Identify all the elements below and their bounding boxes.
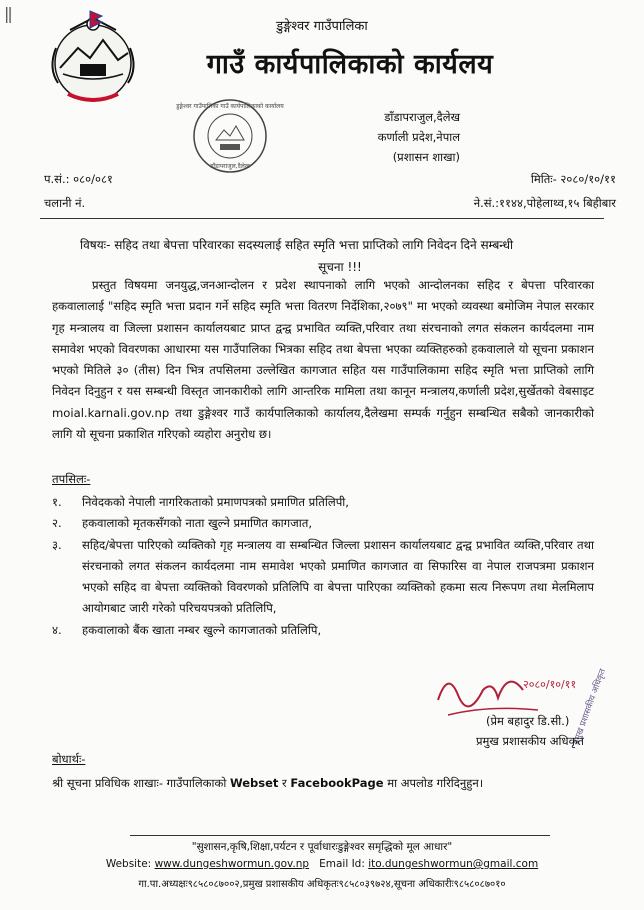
address-line-2: कर्णाली प्रदेश,नेपाल	[377, 130, 460, 144]
bodhartha-line: श्री सूचना प्रविधिक शाखाः- गाउँपालिकाको Webset र FacebookPage मा अपलोड गरिदिनुहुन।	[52, 776, 484, 790]
signature-date: २०८०/१०/११	[523, 678, 577, 691]
nepal-sambat-line: ने.सं.:११४४,पोहेलाथ्व,१५ बिहीबार	[473, 196, 616, 210]
footer-slogan: "सुशासन,कृषि,शिक्षा,पर्यटन र पूर्वाधारःडुङ्गेश्वर समृद्धिको मूल आधार"	[191, 841, 453, 853]
subject	[80, 234, 600, 278]
officer-title: प्रमुख प्रशासकीय अधिकृत	[476, 734, 584, 748]
date-line: मितिः- २०८०/१०/११	[530, 172, 616, 186]
subject-line-2: सूचना !!!	[318, 260, 362, 274]
chalani-number: चलानी नं.	[44, 196, 86, 210]
bodhartha-label: बोधार्थः-	[52, 752, 86, 766]
address-line-1: डाँडापराजुल,दैलेख	[384, 110, 460, 124]
list-item: २. हकवालाको मृतकसँगको नाता खुल्ने प्रमाणित कागजात,	[52, 516, 313, 531]
header-divider	[40, 218, 604, 219]
reference-ps: प.सं.: ०८०/०८१	[44, 172, 113, 186]
tapsil-heading: तपसिलः-	[52, 472, 91, 486]
corner-mark: ||	[4, 4, 11, 23]
list-item: ४. हकवालाको बैंक खाता नम्बर खुल्ने कागजातको प्रतिलिपि,	[52, 622, 322, 637]
notice-paragraph	[52, 275, 594, 445]
footer-phone-numbers: गा.पा.अध्यक्षः९८५८०८७००२,प्रमुख प्रशासकीय अधिकृतः९८५८०३९७२४,सूचना अधिकारीः९८५८०८७०१०	[138, 879, 506, 890]
rotated-stamp-text: प्रमुख प्रशासकीय अधिकृत	[571, 667, 609, 747]
section-name: (प्रशासन शाखा)	[392, 150, 460, 164]
list-item: १. निवेदकको नेपाली नागरिकताको प्रमाणपत्रको प्रमाणित प्रतिलिपी,	[52, 495, 349, 509]
office-title: गाउँ कार्यपालिकाको कार्यलय	[206, 49, 494, 80]
email-link[interactable]: ito.dungeshwormun@gmail.com	[368, 858, 539, 870]
footer-contacts-web: Website: www.dungeshwormun.gov.np Email Id: ito.dungeshwormun@gmail.com	[105, 858, 539, 870]
officer-name: (प्रेम बहादुर डि.सी.)	[486, 714, 570, 728]
municipality-name: डुङ्गेश्वर गाउँपालिका	[276, 19, 368, 34]
document-list	[52, 492, 594, 641]
list-item: ३. सहिद/बेपत्ता पारिएको व्यक्तिको गृह मन्त्रालय वा सम्बन्धित जिल्ला प्रशासन कार्यालयबाट द्वन्द्व प्रभावित व्यक्ति,परिवार तथा संरचनाको लगत संकलन कार्यदलमा नाम समावेश भएको प्रमाणित कागजात वा सिफारिस वा नेपाल राजपत्रमा प्रकाशन भएको सहिद वा बेपत्ता व्यक्तिको विवरणको प्रतिलिपि वा बेपत्ता पारिएका व्यक्तिको हकमा सत्य निरूपण तथा मेलमिलाप आयोगबाट जारी गरेको परिचयपत्रको प्रतिलिपि,	[52, 537, 594, 616]
office-seal	[176, 96, 284, 176]
notice-paragraph-text: प्रस्तुत विषयमा जनयुद्ध,जनआन्दोलन र प्रदेश स्थापनाको लागि भएको आन्दोलनका सहिद र बेपत्ता परिवारका हकवालालाई "सहिद स्मृति भत्ता प्रदान गर्ने सहिद स्मृति भत्ता वितरण निर्देशिका,२०७९" मा भएको व्यवस्था बमोजिम नेपाल सरकार गृह मन्त्रालय वा जिल्ला प्रशासन कार्यालयबाट प्राप्त द्वन्द्व प्रभावित व्यक्ति,परिवार तथा संरचनाको लगत संकलन कार्यदलमा नाम समावेश भएको विवरणका आधारमा यस गाउँपालिका भित्रका सहिद तथा बेपत्ता भएका व्यक्तिहरुको हकवालाले यो सूचना प्रकाशन भएको मितिले ३० (तीस) दिन भित्र तपसिलमा उल्लेखित कागजात सहित यस गाउँपालिकामा सहिद स्मृति भत्ता प्राप्तिको लागि निवेदन दिनुहुन र यस सम्बन्धी विस्तृत जानकारीको लागि आन्तरिक मामिला तथा कानून मन्त्रालय,कर्णाली प्रदेश,सुर्खेतको वेबसाइट moial.karnali.gov.np तथा डुङ्गेश्वर गाउँ कार्यपालिकाको कार्यालय,दैलेखमा सम्पर्क गर्नुहुन सम्बन्धित सबैको जानकारीको लागि यो सूचना प्रकाशित गरिएको व्यहोरा अनुरोध छ।	[52, 278, 594, 442]
website-link[interactable]: www.dungeshwormun.gov.np	[154, 858, 310, 870]
subject-line-1: विषयः- सहिद तथा बेपत्ता परिवारका सदस्यलाई सहित स्मृति भत्ता प्राप्तिको लागि निवेदन दिने सम्बन्धी	[80, 238, 514, 252]
seal-ring-text: डुङ्गेश्वर गाउँपालिका गाउँ कार्यपालिकाको कार्यालय	[176, 103, 284, 110]
footer-divider	[130, 835, 550, 836]
seal-inner-text: डाँडापराजुल,दैलेख	[210, 163, 250, 170]
